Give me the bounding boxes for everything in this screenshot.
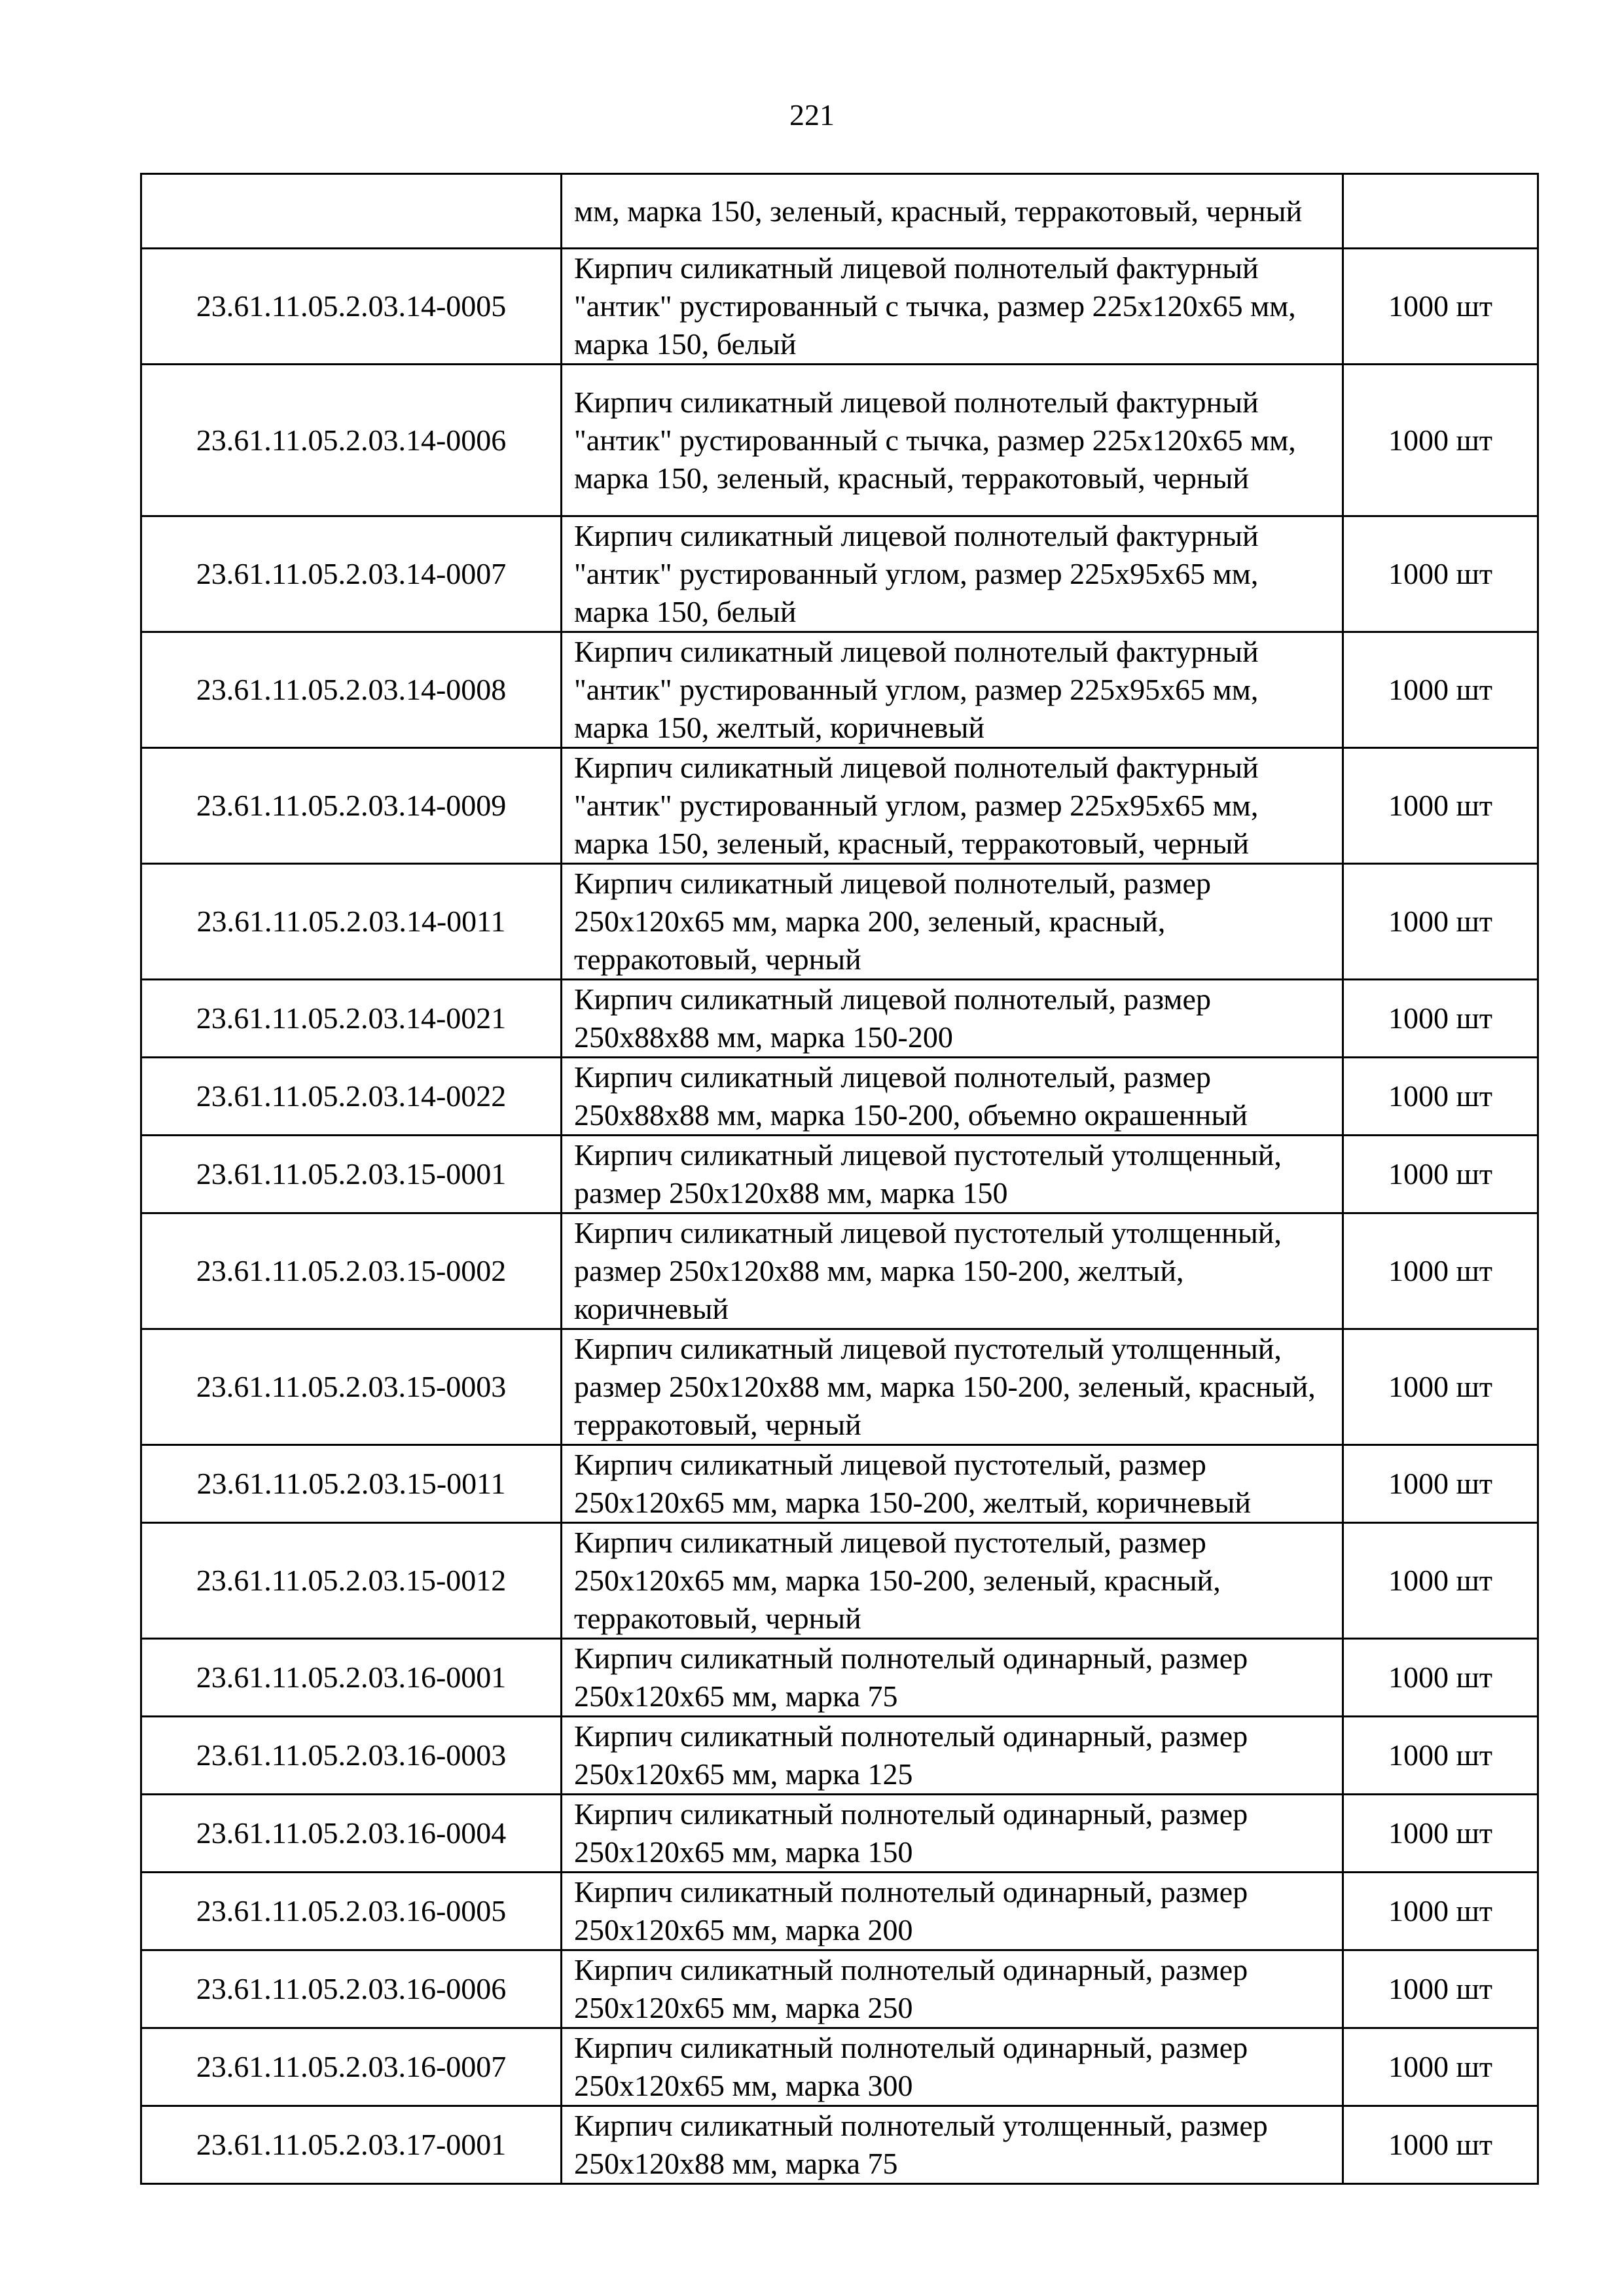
- table-row: [141, 2106, 1538, 2184]
- code-cell: 23.61.11.05.2.03.14-0007: [141, 516, 562, 632]
- description-cell: Кирпич силикатный лицевой пустотелый, размер 250x120x65 мм, марка 150-200, желтый, коричневый: [562, 1445, 1343, 1523]
- code-cell: 23.61.11.05.2.03.14-0009: [141, 748, 562, 864]
- table-body: [141, 174, 1538, 2184]
- price-table: [140, 173, 1539, 2185]
- table-row: [141, 516, 1538, 632]
- table-row: [141, 980, 1538, 1058]
- table-row: [141, 1136, 1538, 1213]
- unit-cell: 1000 шт: [1343, 1873, 1538, 1950]
- description-cell: Кирпич силикатный лицевой пустотелый утолщенный, размер 250x120x88 мм, марка 150-200, зеленый, красный, терракотовый, черный: [562, 1329, 1343, 1445]
- description-cell: Кирпич силикатный лицевой полнотелый фактурный "антик" рустированный углом, размер 225x95x65 мм, марка 150, желтый, коричневый: [562, 632, 1343, 748]
- code-cell: [141, 174, 562, 249]
- description-cell: Кирпич силикатный лицевой полнотелый фактурный "антик" рустированный с тычка, размер 225x120x65 мм, марка 150, зеленый, красный, терракотовый, черный: [562, 365, 1343, 516]
- unit-cell: 1000 шт: [1343, 632, 1538, 748]
- description-cell: Кирпич силикатный полнотелый одинарный, размер 250x120x65 мм, марка 250: [562, 1950, 1343, 2028]
- unit-cell: 1000 шт: [1343, 1136, 1538, 1213]
- code-cell: 23.61.11.05.2.03.14-0005: [141, 249, 562, 365]
- code-cell: 23.61.11.05.2.03.14-0021: [141, 980, 562, 1058]
- table-row: [141, 1717, 1538, 1795]
- table-row: [141, 1329, 1538, 1445]
- table-row: [141, 1639, 1538, 1717]
- unit-cell: 1000 шт: [1343, 1213, 1538, 1329]
- description-cell: Кирпич силикатный полнотелый одинарный, размер 250x120x65 мм, марка 150: [562, 1795, 1343, 1873]
- table-row: [141, 1950, 1538, 2028]
- unit-cell: 1000 шт: [1343, 864, 1538, 980]
- code-cell: 23.61.11.05.2.03.16-0006: [141, 1950, 562, 2028]
- code-cell: 23.61.11.05.2.03.14-0008: [141, 632, 562, 748]
- code-cell: 23.61.11.05.2.03.16-0003: [141, 1717, 562, 1795]
- description-cell: Кирпич силикатный полнотелый одинарный, размер 250x120x65 мм, марка 300: [562, 2028, 1343, 2106]
- code-cell: 23.61.11.05.2.03.14-0011: [141, 864, 562, 980]
- description-cell: Кирпич силикатный полнотелый одинарный, размер 250x120x65 мм, марка 125: [562, 1717, 1343, 1795]
- table-row: [141, 1523, 1538, 1639]
- description-cell: мм, марка 150, зеленый, красный, терракотовый, черный: [562, 174, 1343, 249]
- description-cell: Кирпич силикатный лицевой полнотелый фактурный "антик" рустированный углом, размер 225x95x65 мм, марка 150, белый: [562, 516, 1343, 632]
- code-cell: 23.61.11.05.2.03.16-0001: [141, 1639, 562, 1717]
- table-row: [141, 1058, 1538, 1136]
- unit-cell: 1000 шт: [1343, 748, 1538, 864]
- description-cell: Кирпич силикатный лицевой полнотелый, размер 250x88x88 мм, марка 150-200: [562, 980, 1343, 1058]
- description-cell: Кирпич силикатный лицевой полнотелый, размер 250x88x88 мм, марка 150-200, объемно окрашенный: [562, 1058, 1343, 1136]
- code-cell: 23.61.11.05.2.03.15-0001: [141, 1136, 562, 1213]
- table-row: [141, 748, 1538, 864]
- unit-cell: 1000 шт: [1343, 516, 1538, 632]
- unit-cell: 1000 шт: [1343, 1058, 1538, 1136]
- unit-cell: [1343, 174, 1538, 249]
- table-row: [141, 1213, 1538, 1329]
- table-row: [141, 1795, 1538, 1873]
- description-cell: Кирпич силикатный лицевой пустотелый, размер 250x120x65 мм, марка 150-200, зеленый, красный, терракотовый, черный: [562, 1523, 1343, 1639]
- code-cell: 23.61.11.05.2.03.16-0007: [141, 2028, 562, 2106]
- description-cell: Кирпич силикатный лицевой полнотелый фактурный "антик" рустированный углом, размер 225x95x65 мм, марка 150, зеленый, красный, терракотовый, черный: [562, 748, 1343, 864]
- unit-cell: 1000 шт: [1343, 2028, 1538, 2106]
- page-number: 221: [789, 98, 835, 132]
- table-row: [141, 1873, 1538, 1950]
- code-cell: 23.61.11.05.2.03.17-0001: [141, 2106, 562, 2184]
- table-row: [141, 174, 1538, 249]
- code-cell: 23.61.11.05.2.03.16-0005: [141, 1873, 562, 1950]
- table-row: [141, 365, 1538, 516]
- code-cell: 23.61.11.05.2.03.15-0003: [141, 1329, 562, 1445]
- code-cell: 23.61.11.05.2.03.15-0011: [141, 1445, 562, 1523]
- description-cell: Кирпич силикатный лицевой пустотелый утолщенный, размер 250x120x88 мм, марка 150-200, желтый, коричневый: [562, 1213, 1343, 1329]
- code-cell: 23.61.11.05.2.03.15-0012: [141, 1523, 562, 1639]
- code-cell: 23.61.11.05.2.03.14-0006: [141, 365, 562, 516]
- unit-cell: 1000 шт: [1343, 1445, 1538, 1523]
- table-row: [141, 864, 1538, 980]
- unit-cell: 1000 шт: [1343, 1950, 1538, 2028]
- unit-cell: 1000 шт: [1343, 2106, 1538, 2184]
- description-cell: Кирпич силикатный полнотелый одинарный, размер 250x120x65 мм, марка 75: [562, 1639, 1343, 1717]
- unit-cell: 1000 шт: [1343, 1795, 1538, 1873]
- code-cell: 23.61.11.05.2.03.15-0002: [141, 1213, 562, 1329]
- description-cell: Кирпич силикатный лицевой полнотелый фактурный "антик" рустированный с тычка, размер 225x120x65 мм, марка 150, белый: [562, 249, 1343, 365]
- table-row: [141, 1445, 1538, 1523]
- description-cell: Кирпич силикатный лицевой пустотелый утолщенный, размер 250x120x88 мм, марка 150: [562, 1136, 1343, 1213]
- table-row: [141, 249, 1538, 365]
- description-cell: Кирпич силикатный полнотелый одинарный, размер 250x120x65 мм, марка 200: [562, 1873, 1343, 1950]
- unit-cell: 1000 шт: [1343, 249, 1538, 365]
- unit-cell: 1000 шт: [1343, 980, 1538, 1058]
- unit-cell: 1000 шт: [1343, 1523, 1538, 1639]
- description-cell: Кирпич силикатный лицевой полнотелый, размер 250x120x65 мм, марка 200, зеленый, красный, терракотовый, черный: [562, 864, 1343, 980]
- table-row: [141, 2028, 1538, 2106]
- description-cell: Кирпич силикатный полнотелый утолщенный, размер 250x120x88 мм, марка 75: [562, 2106, 1343, 2184]
- table-row: [141, 632, 1538, 748]
- code-cell: 23.61.11.05.2.03.16-0004: [141, 1795, 562, 1873]
- unit-cell: 1000 шт: [1343, 1717, 1538, 1795]
- unit-cell: 1000 шт: [1343, 1639, 1538, 1717]
- code-cell: 23.61.11.05.2.03.14-0022: [141, 1058, 562, 1136]
- unit-cell: 1000 шт: [1343, 365, 1538, 516]
- unit-cell: 1000 шт: [1343, 1329, 1538, 1445]
